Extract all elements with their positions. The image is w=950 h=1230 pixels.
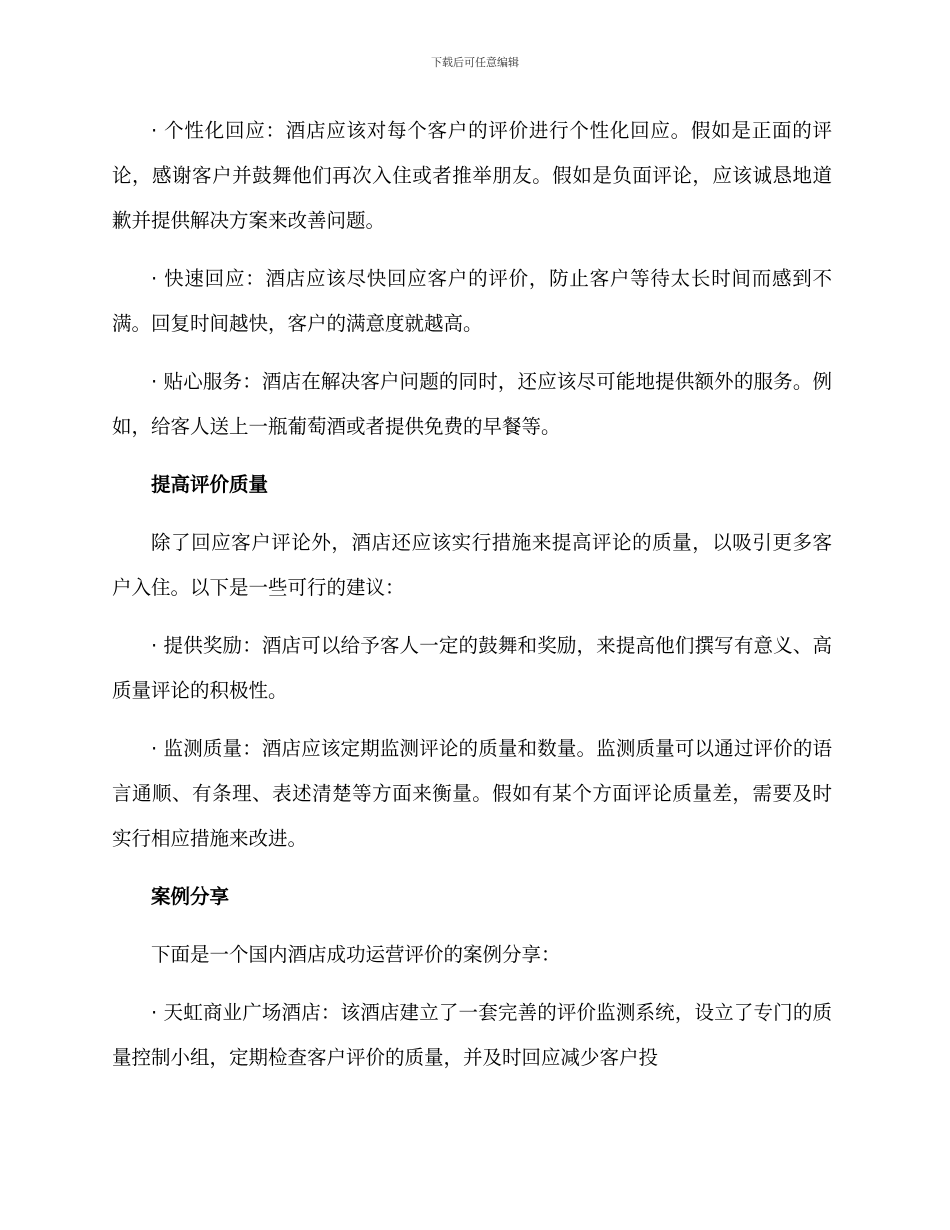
paragraph-case-intro: 下面是一个国内酒店成功运营评价的案例分享： xyxy=(151,943,561,966)
paragraph-case-tianhong: · 天虹商业广场酒店：该酒店建立了一套完善的评价监测系统，设立了专门的质量控制小组，定期检查客户评价的质量，并及时回应减少客户投 xyxy=(112,1001,832,1069)
paragraph-improve-intro: 除了回应客户评论外，酒店还应该实行措施来提高评论的质量，以吸引更多客户入住。以下是一些可行的建议： xyxy=(112,531,832,599)
paragraph-quick-response: · 快速回应：酒店应该尽快回应客户的评价，防止客户等待太长时间而感到不满。回复时间越快，客户的满意度就越高。 xyxy=(112,267,832,335)
paragraph-monitor-quality: · 监测质量：酒店应该定期监测评论的质量和数量。监测质量可以通过评价的语言通顺、有条理、表述清楚等方面来衡量。假如有某个方面评论质量差，需要及时实行相应措施来改进。 xyxy=(112,737,832,850)
paragraph-personalized-response: · 个性化回应：酒店应该对每个客户的评价进行个性化回应。假如是正面的评论，感谢客户并鼓舞他们再次入住或者推举朋友。假如是负面评论，应该诚恳地道歉并提供解决方案来改善问题。 xyxy=(112,119,832,232)
section-heading-improve-quality: 提高评价质量 xyxy=(151,473,269,496)
paragraph-provide-rewards: · 提供奖励：酒店可以给予客人一定的鼓舞和奖励，来提高他们撰写有意义、高质量评论的积极性。 xyxy=(112,634,832,702)
document-body xyxy=(112,108,832,1093)
section-heading-case-study: 案例分享 xyxy=(151,885,230,908)
paragraph-thoughtful-service: · 贴心服务：酒店在解决客户问题的同时，还应该尽可能地提供额外的服务。例如，给客人送上一瓶葡萄酒或者提供免费的早餐等。 xyxy=(112,370,832,438)
page-header: 下载后可任意编辑 xyxy=(431,56,519,69)
